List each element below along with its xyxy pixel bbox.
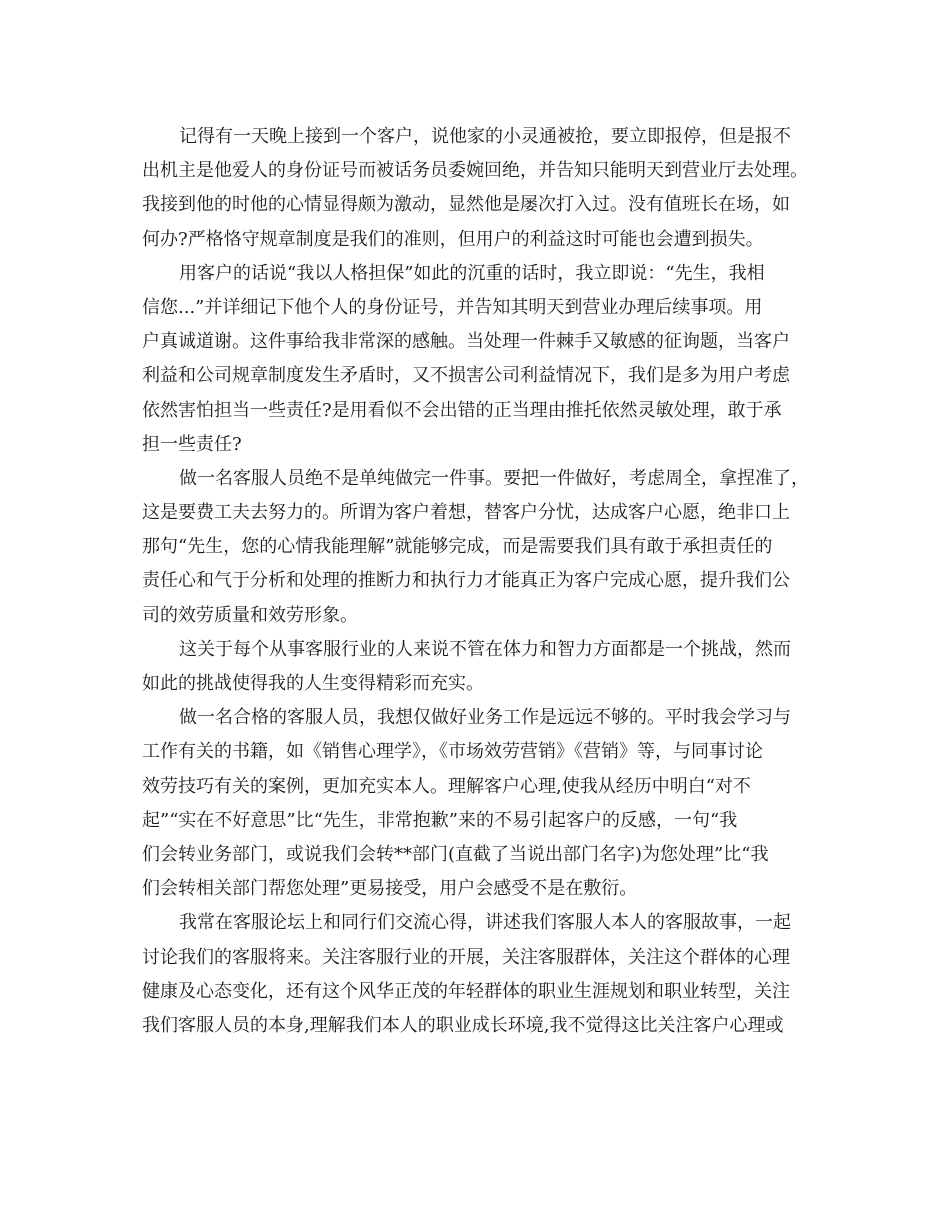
text-line: 依然害怕担当一些责任?是用看似不会出错的正当理由推托依然灵敏处理，敢于承 — [142, 399, 782, 421]
text-line: 信您...”并详细记下他个人的身份证号，并告知其明天到营业办理后续事项。用 — [142, 296, 763, 318]
document-body — [142, 120, 822, 1043]
text-line: 如此的挑战使得我的人生变得精彩而充实。 — [142, 673, 484, 694]
text-line: 健康及心态变化，还有这个风华正茂的年轻群体的职业生涯规划和职业转型，关注 — [142, 980, 790, 1002]
text-line: 我接到他的时他的心情显得颇为激动，显然他是屡次打入过。没有值班长在场，如 — [142, 194, 790, 216]
text-line: 们会转业务部门，或说我们会转**部门(直截了当说出部门名字)为您处理”比“我 — [142, 843, 769, 865]
text-line: 那句“先生，您的心情我能理解”就能够完成，而是需要我们具有敢于承担责任的 — [142, 536, 773, 558]
text-line: 工作有关的书籍，如《销售心理学》，《市场效劳营销》《营销》等，与同事讨论 — [142, 741, 763, 763]
text-line: 我常在客服论坛上和同行们交流心得，讲述我们客服人本人的客服故事，一起 — [179, 912, 791, 934]
text-line: 起”“实在不好意思”比“先生，非常抱歉”来的不易引起客户的反感，一句“我 — [142, 809, 738, 831]
text-line: 做一名合格的客服人员，我想仅做好业务工作是远远不够的。平时我会学习与 — [179, 707, 791, 729]
text-line: 做一名客服人员绝不是单纯做完一件事。要把一件做好，考虑周全，拿捏准了， — [179, 467, 809, 489]
text-line: 户真诚道谢。这件事给我非常深的感触。当处理一件棘手又敏感的征询题，当客户 — [142, 331, 790, 353]
text-line: 们会转相关部门帮您处理”更易接受，用户会感受不是在敷衍。 — [142, 878, 638, 900]
text-line: 这关于每个从事客服行业的人来说不管在体力和智力方面都是一个挑战，然而 — [179, 638, 791, 660]
text-line: 记得有一天晚上接到一个客户，说他家的小灵通被抢，要立即报停，但是报不 — [179, 126, 791, 147]
text-line: 何办?严格恪守规章制度是我们的准则，但用户的利益这时可能也会遭到损失。 — [142, 228, 764, 250]
text-line: 担一些责任? — [142, 433, 242, 455]
text-line: 出机主是他爱人的身份证号而被话务员委婉回绝，并告知只能明天到营业厅去处理。 — [142, 160, 808, 182]
text-line: 效劳技巧有关的案例，更加充实本人。理解客户心理,使我从经历中明白“对不 — [142, 775, 751, 797]
text-line: 我们客服人员的本身,理解我们本人的职业成长环境,我不觉得这比关注客户心理或 — [142, 1014, 784, 1036]
text-line: 用客户的话说“我以人格担保”如此的沉重的话时，我立即说：“先生，我相 — [179, 262, 765, 284]
text-line: 这是要费工夫去努力的。所谓为客户着想，替客户分忧，达成客户心愿，绝非口上 — [142, 502, 790, 524]
text-line: 司的效劳质量和效劳形象。 — [142, 604, 358, 626]
text-line: 责任心和气于分析和处理的推断力和执行力才能真正为客户完成心愿，提升我们公 — [142, 570, 790, 592]
text-line: 利益和公司规章制度发生矛盾时，又不损害公司利益情况下，我们是多为用户考虑 — [142, 365, 790, 387]
text-line: 讨论我们的客服将来。关注客服行业的开展，关注客服群体，关注这个群体的心理 — [142, 946, 790, 968]
